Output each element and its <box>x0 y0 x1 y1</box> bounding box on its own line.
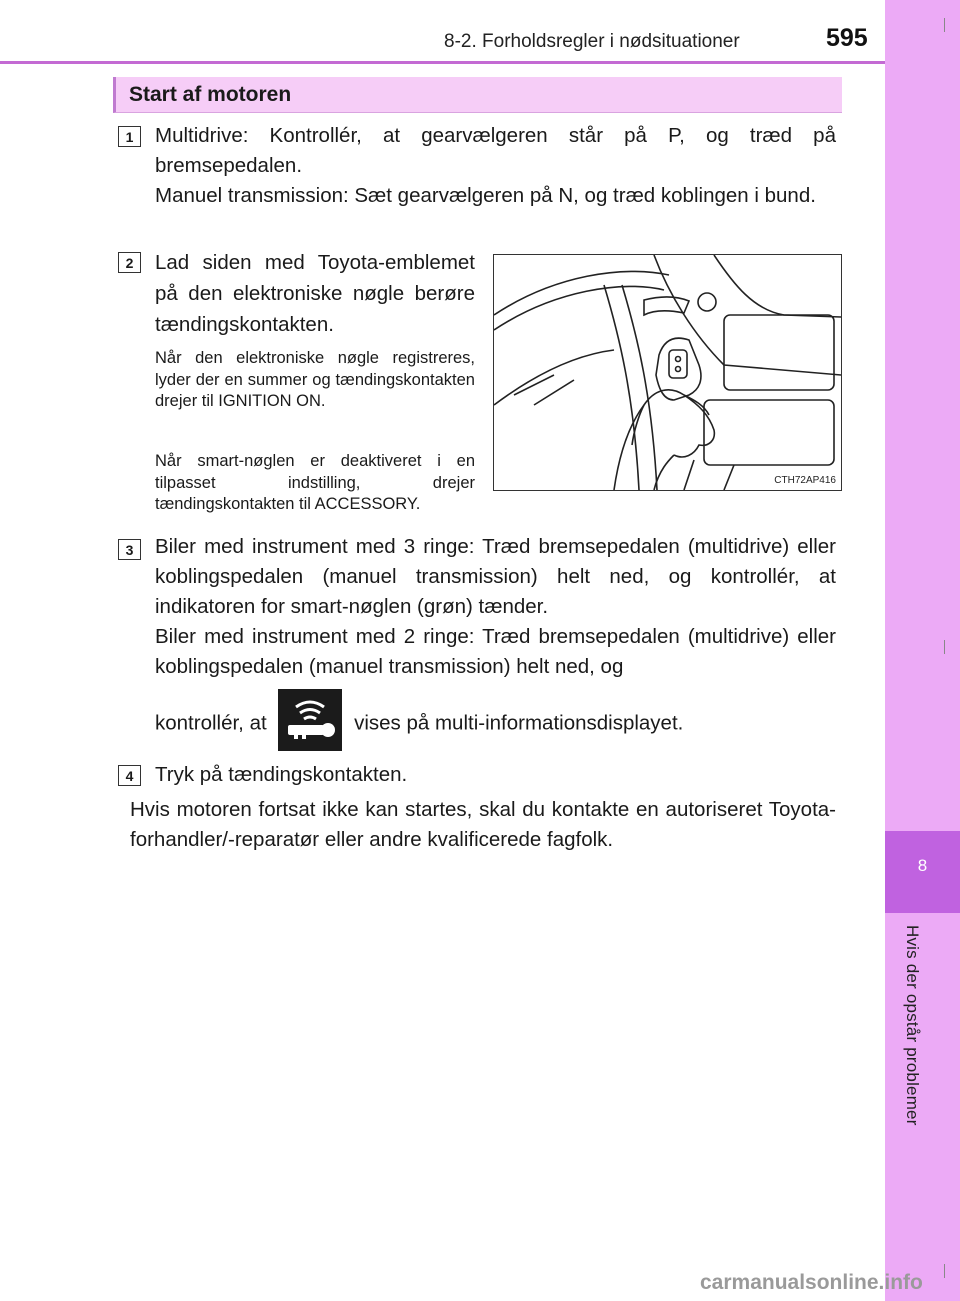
step-1-line: Multidrive: Kontrollér, at gearvælgeren står på P, og træd på bremsepedalen. <box>155 124 836 177</box>
watermark: carmanualsonline.info <box>700 1271 923 1294</box>
step-3-before-icon: kontrollér, at <box>155 711 267 735</box>
step-1-line: Manuel transmission: Sæt gearvælgeren på N, og træd koblingen i bund. <box>155 184 816 207</box>
figure-code: CTH72AP416 <box>774 475 836 486</box>
trim-mark <box>944 18 945 32</box>
step-2-note: Når den elektroniske nøgle registreres, lyder der en summer og tændingskontakten drejer til IGNITION ON. <box>155 349 475 410</box>
step-2-text: Lad siden med Toyota-emblemet på den elektroniske nøgle berøre tændingskontakten. <box>155 251 475 336</box>
section-title: Start af motoren <box>129 83 292 106</box>
step-4-text: Tryk på tændingskontakten. <box>155 763 408 786</box>
step-3-text-1: Biler med instrument med 3 ringe: Træd bremsepedalen (multidrive) eller koblingspedalen (manuel transmission) helt ned, og kontrollér, at indikatoren for smart-nøglen (grøn) tænder. <box>155 535 836 618</box>
step-3-after-icon: vises på multi-informationsdisplayet. <box>354 711 684 735</box>
header-divider <box>0 61 885 64</box>
step-3-text-3 <box>155 693 836 755</box>
step-3-text-2: Biler med instrument med 2 ringe: Træd bremsepedalen (multidrive) eller koblingspedalen (manuel transmission) helt ned, og <box>155 625 836 678</box>
ignition-illustration <box>493 254 842 491</box>
step-number-box: 4 <box>118 765 141 786</box>
header-section-title: 8-2. Forholdsregler i nødsituationer <box>444 31 740 52</box>
trim-mark <box>944 1264 945 1278</box>
step-2-note: Når smart-nøglen er deaktiveret i en tilpasset indstilling, drejer tændingskontakten til ACCESSORY. <box>155 452 475 513</box>
chapter-title: Hvis der opstår problemer <box>903 925 922 1126</box>
step-number-box: 1 <box>118 126 141 147</box>
trim-mark <box>944 640 945 654</box>
step-number-box: 2 <box>118 252 141 273</box>
step-1-text <box>155 121 836 211</box>
chapter-number: 8 <box>917 856 928 875</box>
page-number: 595 <box>826 24 868 52</box>
step-number-box: 3 <box>118 539 141 560</box>
closing-paragraph: Hvis motoren fortsat ikke kan startes, skal du kontakte en autoriseret Toyota-forhandler/-reparatør eller andre kvalificerede fagfolk. <box>130 798 836 851</box>
smart-key-indicator-icon <box>278 689 342 751</box>
section-header <box>113 77 842 113</box>
dashboard-key-drawing <box>494 255 841 490</box>
